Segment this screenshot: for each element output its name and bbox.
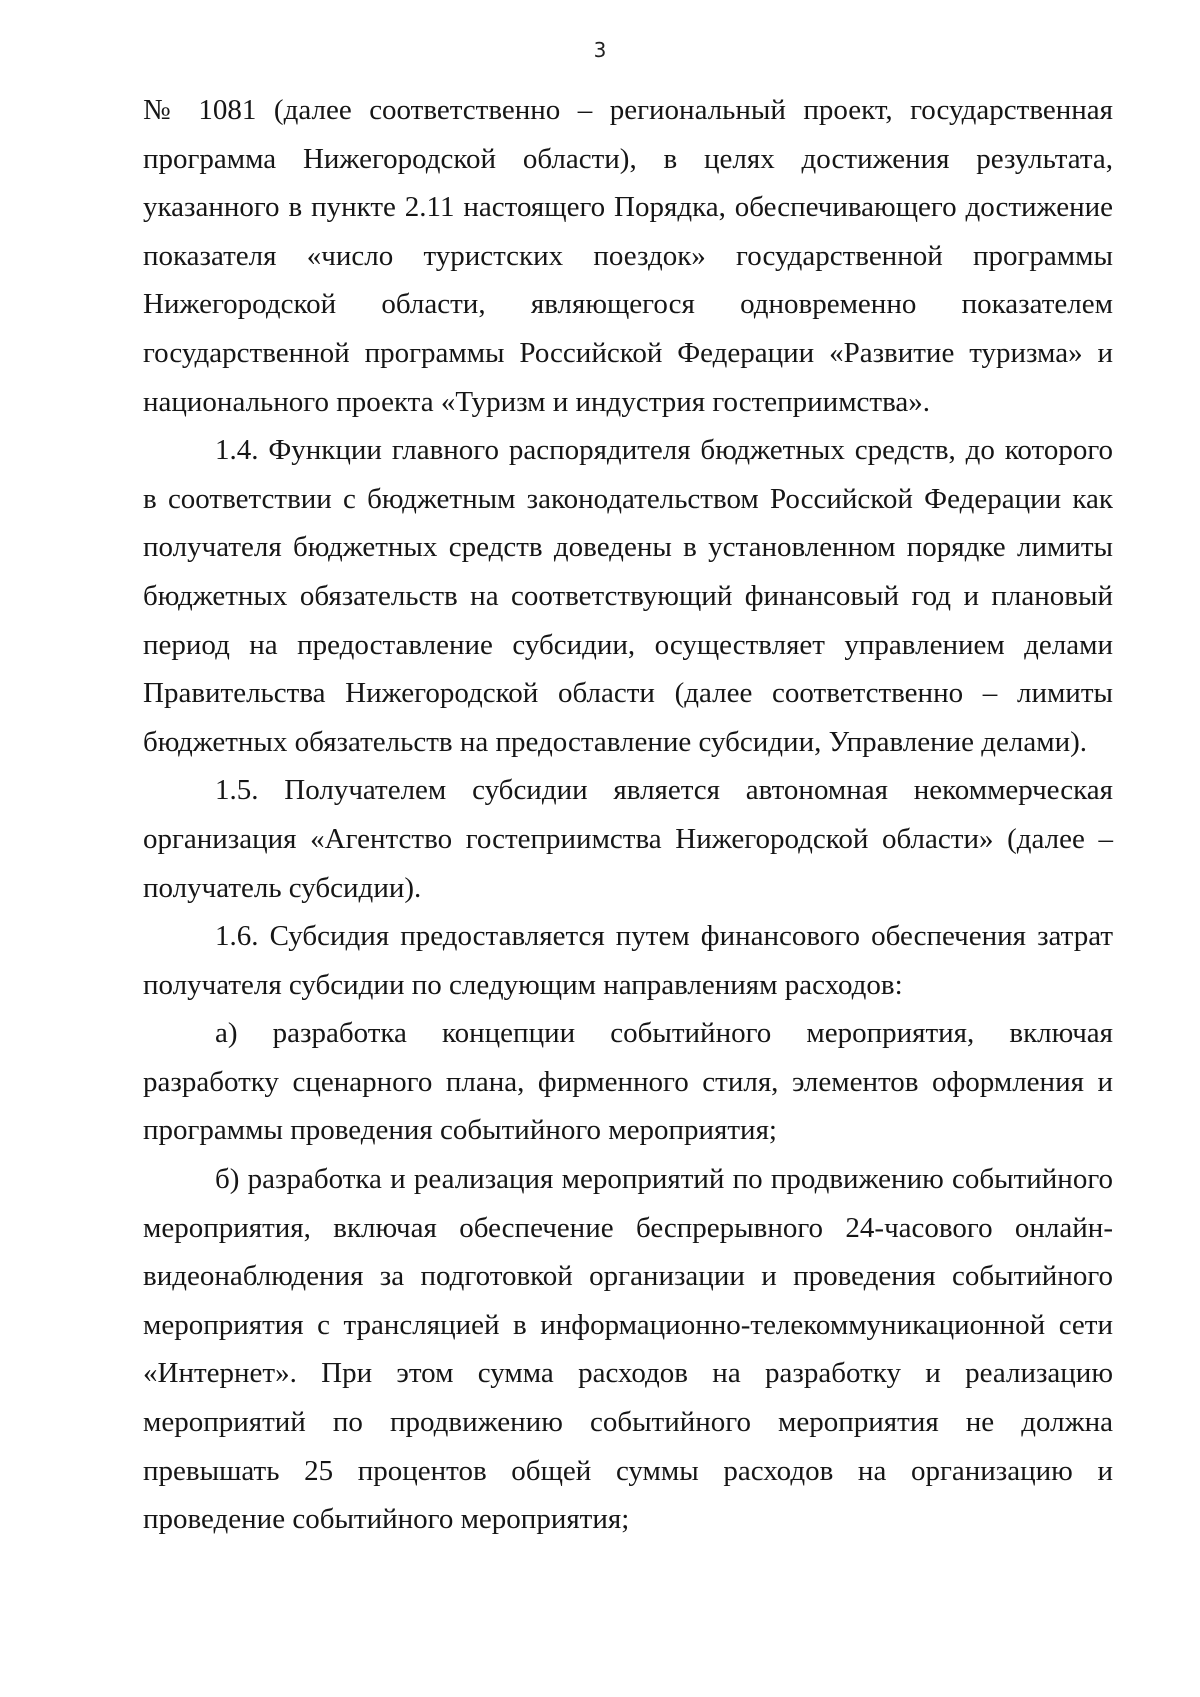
paragraph-clause-1-6: 1.6. Субсидия предоставляется путем финансового обеспечения затрат получателя субсидии по следующим направлениям расходов:	[143, 920, 1113, 1001]
paragraph-intro-continuation: № 1081 (далее соответственно – региональный проект, государственная программа Нижегородской области), в целях достижения результата, указанного в пункте 2.11 настоящего Порядка, обеспечивающего достижение показателя «число туристских поездок» государственной программы Нижегородской области, являющегося одновременно показателем государственной программы Российской Федерации «Развитие туризма» и национального проекта «Туризм и индустрия гостеприимства».	[143, 94, 1113, 418]
page-number: 3	[593, 38, 607, 62]
paragraph-clause-1-5: 1.5. Получателем субсидии является автономная некоммерческая организация «Агентство гостеприимства Нижегородской области» (далее – получатель субсидии).	[143, 774, 1113, 904]
paragraph-clause-1-6-a: а) разработка концепции событийного мероприятия, включая разработку сценарного плана, фирменного стиля, элементов оформления и программы проведения событийного мероприятия;	[143, 1017, 1113, 1147]
paragraph-clause-1-6-b: б) разработка и реализация мероприятий по продвижению событийного мероприятия, включая обеспечение беспрерывного 24-часового онлайн-видеонаблюдения за подготовкой организации и проведения событийного мероприятия с трансляцией в информационно-телекоммуникационной сети «Интернет». При этом сумма расходов на разработку и реализацию мероприятий по продвижению событийного мероприятия не должна превышать 25 процентов общей суммы расходов на организацию и проведение событийного мероприятия;	[143, 1163, 1113, 1536]
paragraph-clause-1-4: 1.4. Функции главного распорядителя бюджетных средств, до которого в соответствии с бюджетным законодательством Российской Федерации как получателя бюджетных средств доведены в установленном порядке лимиты бюджетных обязательств на соответствующий финансовый год и плановый период на предоставление субсидии, осуществляет управлением делами Правительства Нижегородской области (далее соответственно – лимиты бюджетных обязательств на предоставление субсидии, Управление делами).	[143, 434, 1113, 758]
document-body	[143, 86, 1113, 1544]
